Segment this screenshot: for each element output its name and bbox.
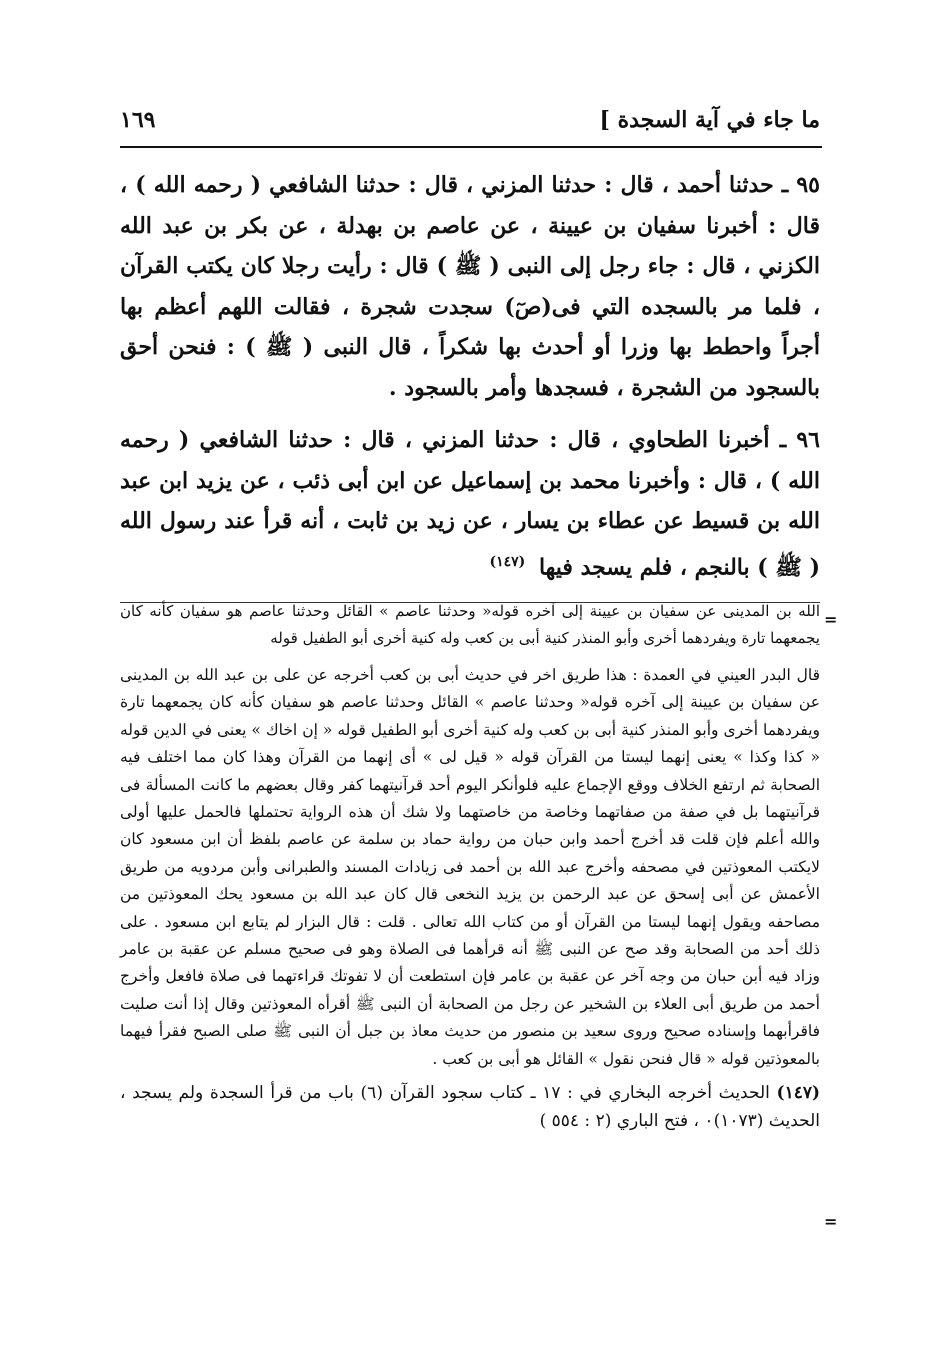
footnote-number: (١٤٧) (776, 1083, 821, 1104)
page-header (120, 98, 820, 142)
page-number: ١٦٩ (120, 107, 156, 133)
footnote-147 (120, 1079, 820, 1135)
hadith-number: ٩٦ ـ (779, 427, 820, 453)
continuation-mark-footnote: = (824, 1212, 838, 1231)
note-commentary: قال البدر العيني في العمدة : هذا طريق اخر في حديث أبى بن كعب أخرجه عن على بن عبد الله بن المدينى عن سفيان بن عيينة إلى آخره قوله« وحدثنا عاصم » القائل وحدثنا عاصم هو سفيان كأنه كان يجمعهما تارة ويفردهما أخرى وأبو المنذر كنية أبى بن كعب وله كنية أخرى أبو الطفيل قوله « إن اخاك » يعنى في الدين قوله « كذا وكذا » يعنى إنهما ليستا من القرآن قوله « قيل لى » أى إنهما من القرآن وهذا كان مما اختلف فيه الصحابة ثم ارتفع الخلاف ووقع الإجماع عليه فلوأنكر اليوم أحد قرآنيتهما كفر وقال بعضهم ما كانت المسألة فى قرآنيتهما بل في صفة من صفاتهما وخاصة من خاصتهما ولا شك أن هذه الرواية تحتملها فالحمل عليها أولى والله أعلم فإن قلت قد أخرج أحمد وابن حبان من رواية حماد بن سلمة عن عاصم بلفظ أن ابن مسعود كان لايكتب المعوذتين في مصحفه وأخرج عبد الله بن أحمد فى زيادات المسند والطبرانى وأبن مردويه من طريق الأعمش عن أبى إسحق عن عبد الرحمن بن يزيد النخعى قال كان عبد الله بن مسعود يحك المعوذتين من مصاحفه ويقول إنهما ليستا من القرآن أو من كتاب الله تعالى . قلت : قال البزار لم يتابع ابن مسعود . على ذلك أحد من الصحابة وقد صح عن النبى ﷺ أنه قرأهما فى الصلاة وهو فى صحيح مسلم عن عقبة بن عامر وزاد فيه أبن حبان من وجه آخر عن عقبة بن عامر فإن استطعت أن لا تفوتك قراءتهما فى صلاة فافعل وأخرج أحمد من طريق أبى العلاء بن الشخير عن رجل من الصحابة أن النبى ﷺ أقرأه المعوذتين وقال إذا أنت صليت فاقرأبهما وإسناده صحيح وروى سعيد بن منصور من حديث معاذ بن جبل أن النبى ﷺ صلى الصبح فقرأ فيهما بالمعوذتين قوله « قال فنحن نقول » القائل هو أبى بن كعب . (120, 666, 820, 1068)
hadith-number: ٩٥ ـ (781, 172, 820, 198)
footnote-reference: (١٤٧) (489, 553, 526, 570)
hadith-text: حدثنا أحمد ، قال : حدثنا المزني ، قال : حدثنا الشافعي ( رحمه الله ) ، قال : أخبرنا سفيان بن عيينة ، عن عاصم بن بهدلة ، عن بكر بن عبد الله الكزني ، قال : جاء رجل إلى النبى ( ﷺ ) قال : رأيت رجلا كان يكتب القرآن ، فلما مر بالسجده التي فى(صٓ) سجدت شجرة ، فقالت اللهم أعظم بها أجراً واحطط بها وزرا أو أحدث بها شكراً ، قال النبى ( ﷺ ) : فنحن أحق بالسجود من الشجرة ، فسجدها وأمر بالسجود . (120, 172, 820, 401)
header-rule (120, 146, 822, 148)
hadith-text: أخبرنا الطحاوي ، قال : حدثنا المزني ، قال : حدثنا الشافعي ( رحمه الله ) ، قال : وأخبرنا محمد بن إسماعيل عن ابن أبى ذئب ، عن يزيد ابن عبد الله بن قسيط عن عطاء بن يسار ، عن زيد بن ثابت ، أنه قرأ عند رسول الله ( ﷺ ) بالنجم ، فلم يسجد فيها (120, 427, 820, 580)
hadith-96 (120, 420, 820, 587)
continuation-mark: = (824, 610, 838, 629)
footnotes (120, 598, 820, 1135)
footnote-text: الحديث أخرجه البخاري في : ١٧ ـ كتاب سجود القرآن (٦) باب من قرأ السجدة ولم يسجد ، الحديث (١٠٧٣)٠ ، فتح الباري (٢ : ٥٥٤ ) (120, 1083, 820, 1132)
hadith-95 (120, 165, 820, 408)
running-title: ما جاء في آية السجدة ] (599, 107, 820, 133)
main-text (120, 165, 820, 599)
note-continuation: الله بن المدينى عن سفيان بن عيينة إلى آخره قوله« وحدثنا عاصم » القائل وحدثنا عاصم هو سفيان كأنه كان يجمعهما تارة ويفردهما أخرى وأبو المنذر كنية أبى بن كعب وله كنية أخرى أبو الطفيل قوله (120, 602, 820, 647)
